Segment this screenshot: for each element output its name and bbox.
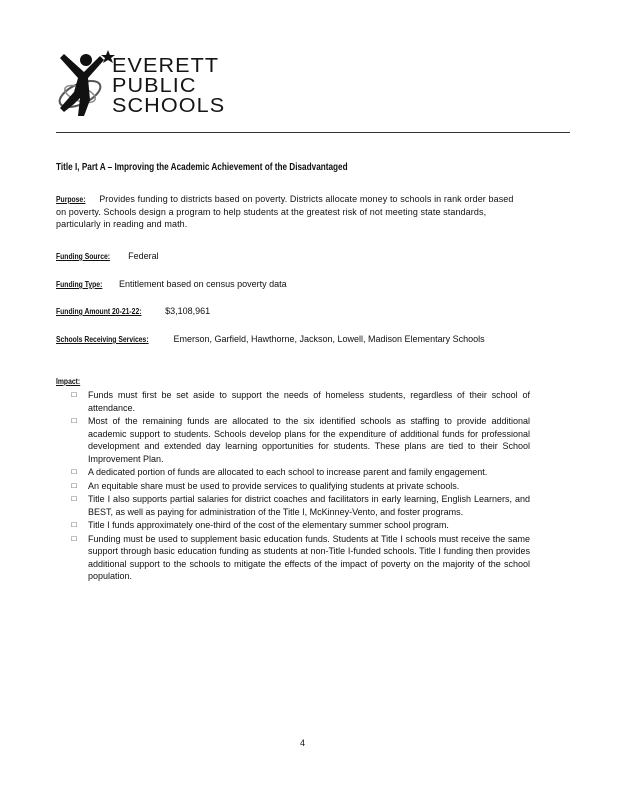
list-item: □ Funding must be used to supplement basic education funds. Students at Title I schools must receive the same support through basic education funding as students at non-Title I-funded schools. Title I funding then provides additional support to the schools to mitigate the effects of the impact of poverty on the majority of the school population. <box>68 533 530 583</box>
list-item: □ An equitable share must be used to provide services to qualifying students at private schools. <box>68 480 530 493</box>
impact-list <box>68 389 530 584</box>
bullet-icon: □ <box>71 416 77 425</box>
page-number: 4 <box>300 738 306 748</box>
schools-value: Emerson, Garfield, Hawthorne, Jackson, Lowell, Madison Elementary Schools <box>173 334 485 344</box>
list-item: □ Most of the remaining funds are allocated to the six identified schools as staffing to provide additional academic support to students. Schools develop plans for the expenditure of additional funds for professional development and extended day learning opportunities for students. These plans are tied to their School Improvement Plan. <box>68 415 530 465</box>
funding-source-label: Funding Source: <box>56 252 111 261</box>
funding-type-section <box>56 278 526 291</box>
logo-line-3: SCHOOLS <box>112 95 226 117</box>
logo-line-2: PUBLIC <box>112 75 197 97</box>
page-title: Title I, Part A – Improving the Academic Achievement of the Disadvantaged <box>56 162 348 173</box>
bullet-icon: □ <box>71 467 77 476</box>
funding-amount-section <box>56 305 526 318</box>
list-item: □ Title I funds approximately one-third of the cost of the elementary summer school program. <box>68 519 530 532</box>
list-item: □ A dedicated portion of funds are allocated to each school to increase parent and family engagement. <box>68 466 530 479</box>
funding-source-value: Federal <box>128 251 159 261</box>
schools-label: Schools Receiving Services: <box>56 335 149 344</box>
funding-amount-value: $3,108,961 <box>165 306 211 316</box>
bullet-icon: □ <box>71 494 77 503</box>
list-item: □ Title I also supports partial salaries for district coaches and facilitators in early learning, English Learners, and BEST, as well as paying for administration of the Title I, McKinney-Vento, and foster programs. <box>68 493 530 518</box>
schools-section <box>56 333 526 346</box>
impact-heading <box>56 375 526 388</box>
logo-line-1: EVERETT <box>112 55 220 77</box>
funding-type-value: Entitlement based on census poverty data <box>119 279 287 289</box>
bullet-icon: □ <box>71 390 77 399</box>
funding-type-label: Funding Type: <box>56 280 103 289</box>
bullet-icon: □ <box>71 520 77 529</box>
purpose-section <box>56 193 526 230</box>
impact-label: Impact: <box>56 377 81 386</box>
purpose-text: Provides funding to districts based on poverty. Districts allocate money to schools in rank order based on poverty. Schools design a program to help students at the greatest risk of not meeting state standards, particularly in reading and math. <box>56 194 514 229</box>
header-divider <box>56 132 570 133</box>
bullet-icon: □ <box>71 533 77 543</box>
funding-amount-label: Funding Amount 20-21-22: <box>56 307 142 316</box>
purpose-label: Purpose: <box>56 195 86 204</box>
bullet-icon: □ <box>71 480 77 490</box>
list-item: □ Funds must first be set aside to support the needs of homeless students, regardless of their school of attendance. <box>68 389 530 414</box>
logo-wordmark <box>112 55 226 117</box>
funding-source-section <box>56 250 526 263</box>
